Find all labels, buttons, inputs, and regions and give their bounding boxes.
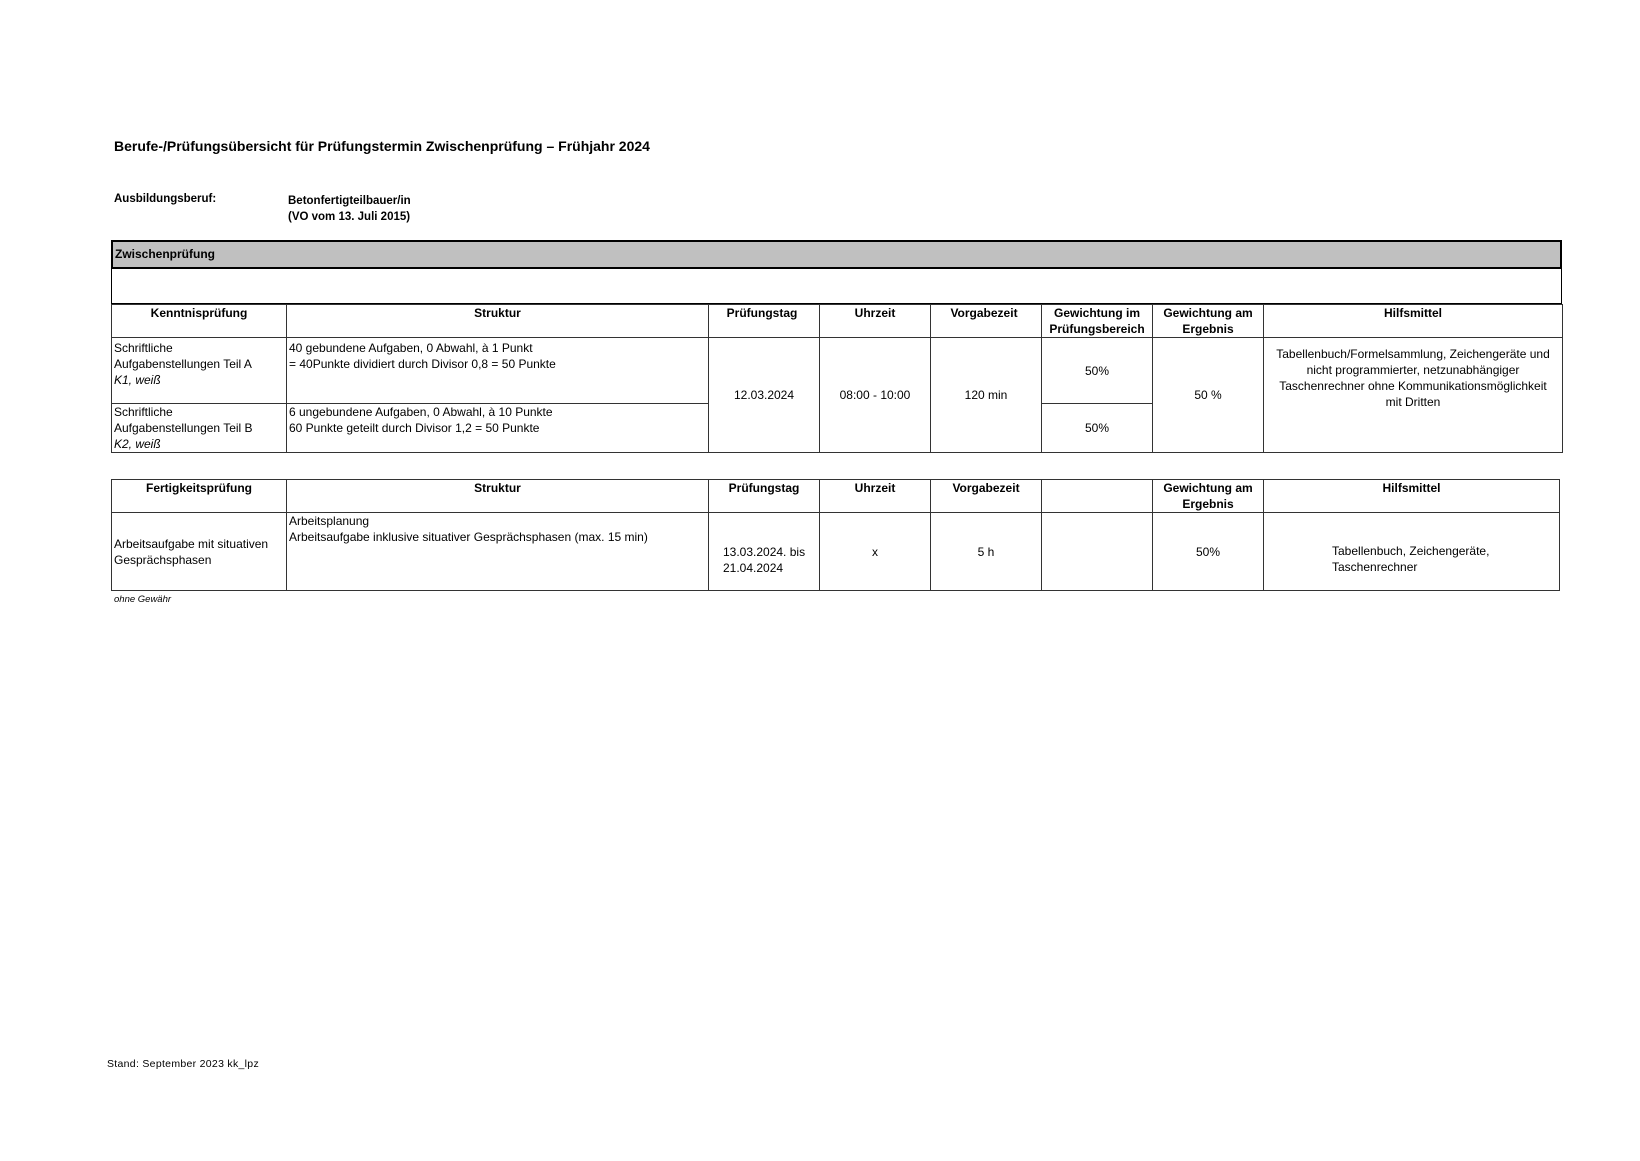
table-row [112, 513, 1560, 591]
header-gewichtung-bereich: Gewichtung im Prüfungsbereich [1042, 305, 1153, 338]
struktur-cell [287, 513, 709, 591]
header-gewichtung-ergebnis: Gewichtung am Ergebnis [1153, 480, 1264, 513]
stand-footer: Stand: September 2023 kk_lpz [107, 1058, 259, 1070]
kenntnispruefung-table [111, 304, 1563, 453]
header-vorgabezeit: Vorgabezeit [931, 305, 1042, 338]
disclaimer: ohne Gewähr [114, 594, 172, 605]
struktur-cell [287, 404, 709, 453]
table-row [112, 338, 1563, 404]
beruf-name: Betonfertigteilbauer/in [288, 195, 411, 207]
gewichtung-ergebnis-cell: 50% [1153, 513, 1264, 591]
header-uhrzeit: Uhrzeit [820, 305, 931, 338]
header-kenntnispruefung: Kenntnisprüfung [112, 305, 287, 338]
gewichtung-bereich-cell: 50% [1042, 338, 1153, 404]
fertigkeitspruefung-table [111, 479, 1560, 591]
gewichtung-bereich-cell: 50% [1042, 404, 1153, 453]
table-header-row [112, 305, 1563, 338]
pruefungstag-line: 13.03.2024. bis [723, 544, 806, 559]
struktur-line: 6 ungebundene Aufgaben, 0 Abwahl, à 10 Punkte [289, 405, 553, 419]
beruf-vo: (VO vom 13. Juli 2015) [288, 211, 411, 223]
header-struktur: Struktur [287, 305, 709, 338]
header-uhrzeit: Uhrzeit [820, 480, 931, 513]
header-empty [1042, 480, 1153, 513]
struktur-line: Arbeitsplanung [289, 514, 370, 528]
header-gewichtung-ergebnis: Gewichtung am Ergebnis [1153, 305, 1264, 338]
art-line: Aufgabenstellungen Teil B [114, 421, 253, 435]
header-struktur: Struktur [287, 480, 709, 513]
header-pruefungstag: Prüfungstag [709, 305, 820, 338]
header-pruefungstag: Prüfungstag [709, 480, 820, 513]
page-title: Berufe-/Prüfungsübersicht für Prüfungstermin Zwischenprüfung – Frühjahr 2024 [114, 138, 650, 154]
struktur-cell [287, 338, 709, 404]
art-line: Schriftliche [114, 405, 173, 419]
empty-cell [1042, 513, 1153, 591]
art-line: Aufgabenstellungen Teil A [114, 357, 252, 371]
art-line: Schriftliche [114, 341, 173, 355]
header-hilfsmittel: Hilfsmittel [1264, 305, 1563, 338]
header-fertigkeitspruefung: Fertigkeitsprüfung [112, 480, 287, 513]
ausbildungsberuf-label: Ausbildungsberuf: [114, 193, 217, 205]
struktur-line: 40 gebundene Aufgaben, 0 Abwahl, à 1 Punkt [289, 341, 533, 355]
pruefungstag-line: 21.04.2024 [723, 560, 784, 575]
art-cell [112, 338, 287, 404]
vorgabezeit-cell: 5 h [931, 513, 1042, 591]
header-vorgabezeit: Vorgabezeit [931, 480, 1042, 513]
art-code: K2, weiß [114, 437, 161, 451]
table-header-row [112, 480, 1560, 513]
section-header-zwischenpruefung: Zwischenprüfung [111, 240, 1562, 269]
struktur-line: 60 Punkte geteilt durch Divisor 1,2 = 50 Punkte [289, 421, 540, 435]
struktur-line: = 40Punkte dividiert durch Divisor 0,8 = 50 Punkte [289, 357, 556, 371]
hilfsmittel-cell: Tabellenbuch/Formelsammlung, Zeichengeräte und nicht programmierter, netzunabhängiger Taschenrechner ohne Kommunikationsmöglichkeit mit Dritten [1264, 338, 1563, 453]
art-code: K1, weiß [114, 373, 161, 387]
art-cell: Arbeitsaufgabe mit situativen Gesprächsphasen [112, 513, 287, 591]
header-hilfsmittel: Hilfsmittel [1264, 480, 1560, 513]
uhrzeit-cell: 08:00 - 10:00 [820, 338, 931, 453]
uhrzeit-cell: x [820, 513, 931, 591]
vorgabezeit-cell: 120 min [931, 338, 1042, 453]
ausbildungsberuf-value [288, 193, 411, 225]
art-cell [112, 404, 287, 453]
hilfsmittel-cell: Tabellenbuch, Zeichengeräte, Taschenrechner [1264, 513, 1560, 591]
struktur-line: Arbeitsaufgabe inklusive situativer Gesprächsphasen (max. 15 min) [289, 530, 648, 544]
gewichtung-ergebnis-cell: 50 % [1153, 338, 1264, 453]
section-spacer-row [111, 269, 1562, 304]
pruefungstag-cell [709, 513, 820, 591]
pruefungstag-cell: 12.03.2024 [709, 338, 820, 453]
